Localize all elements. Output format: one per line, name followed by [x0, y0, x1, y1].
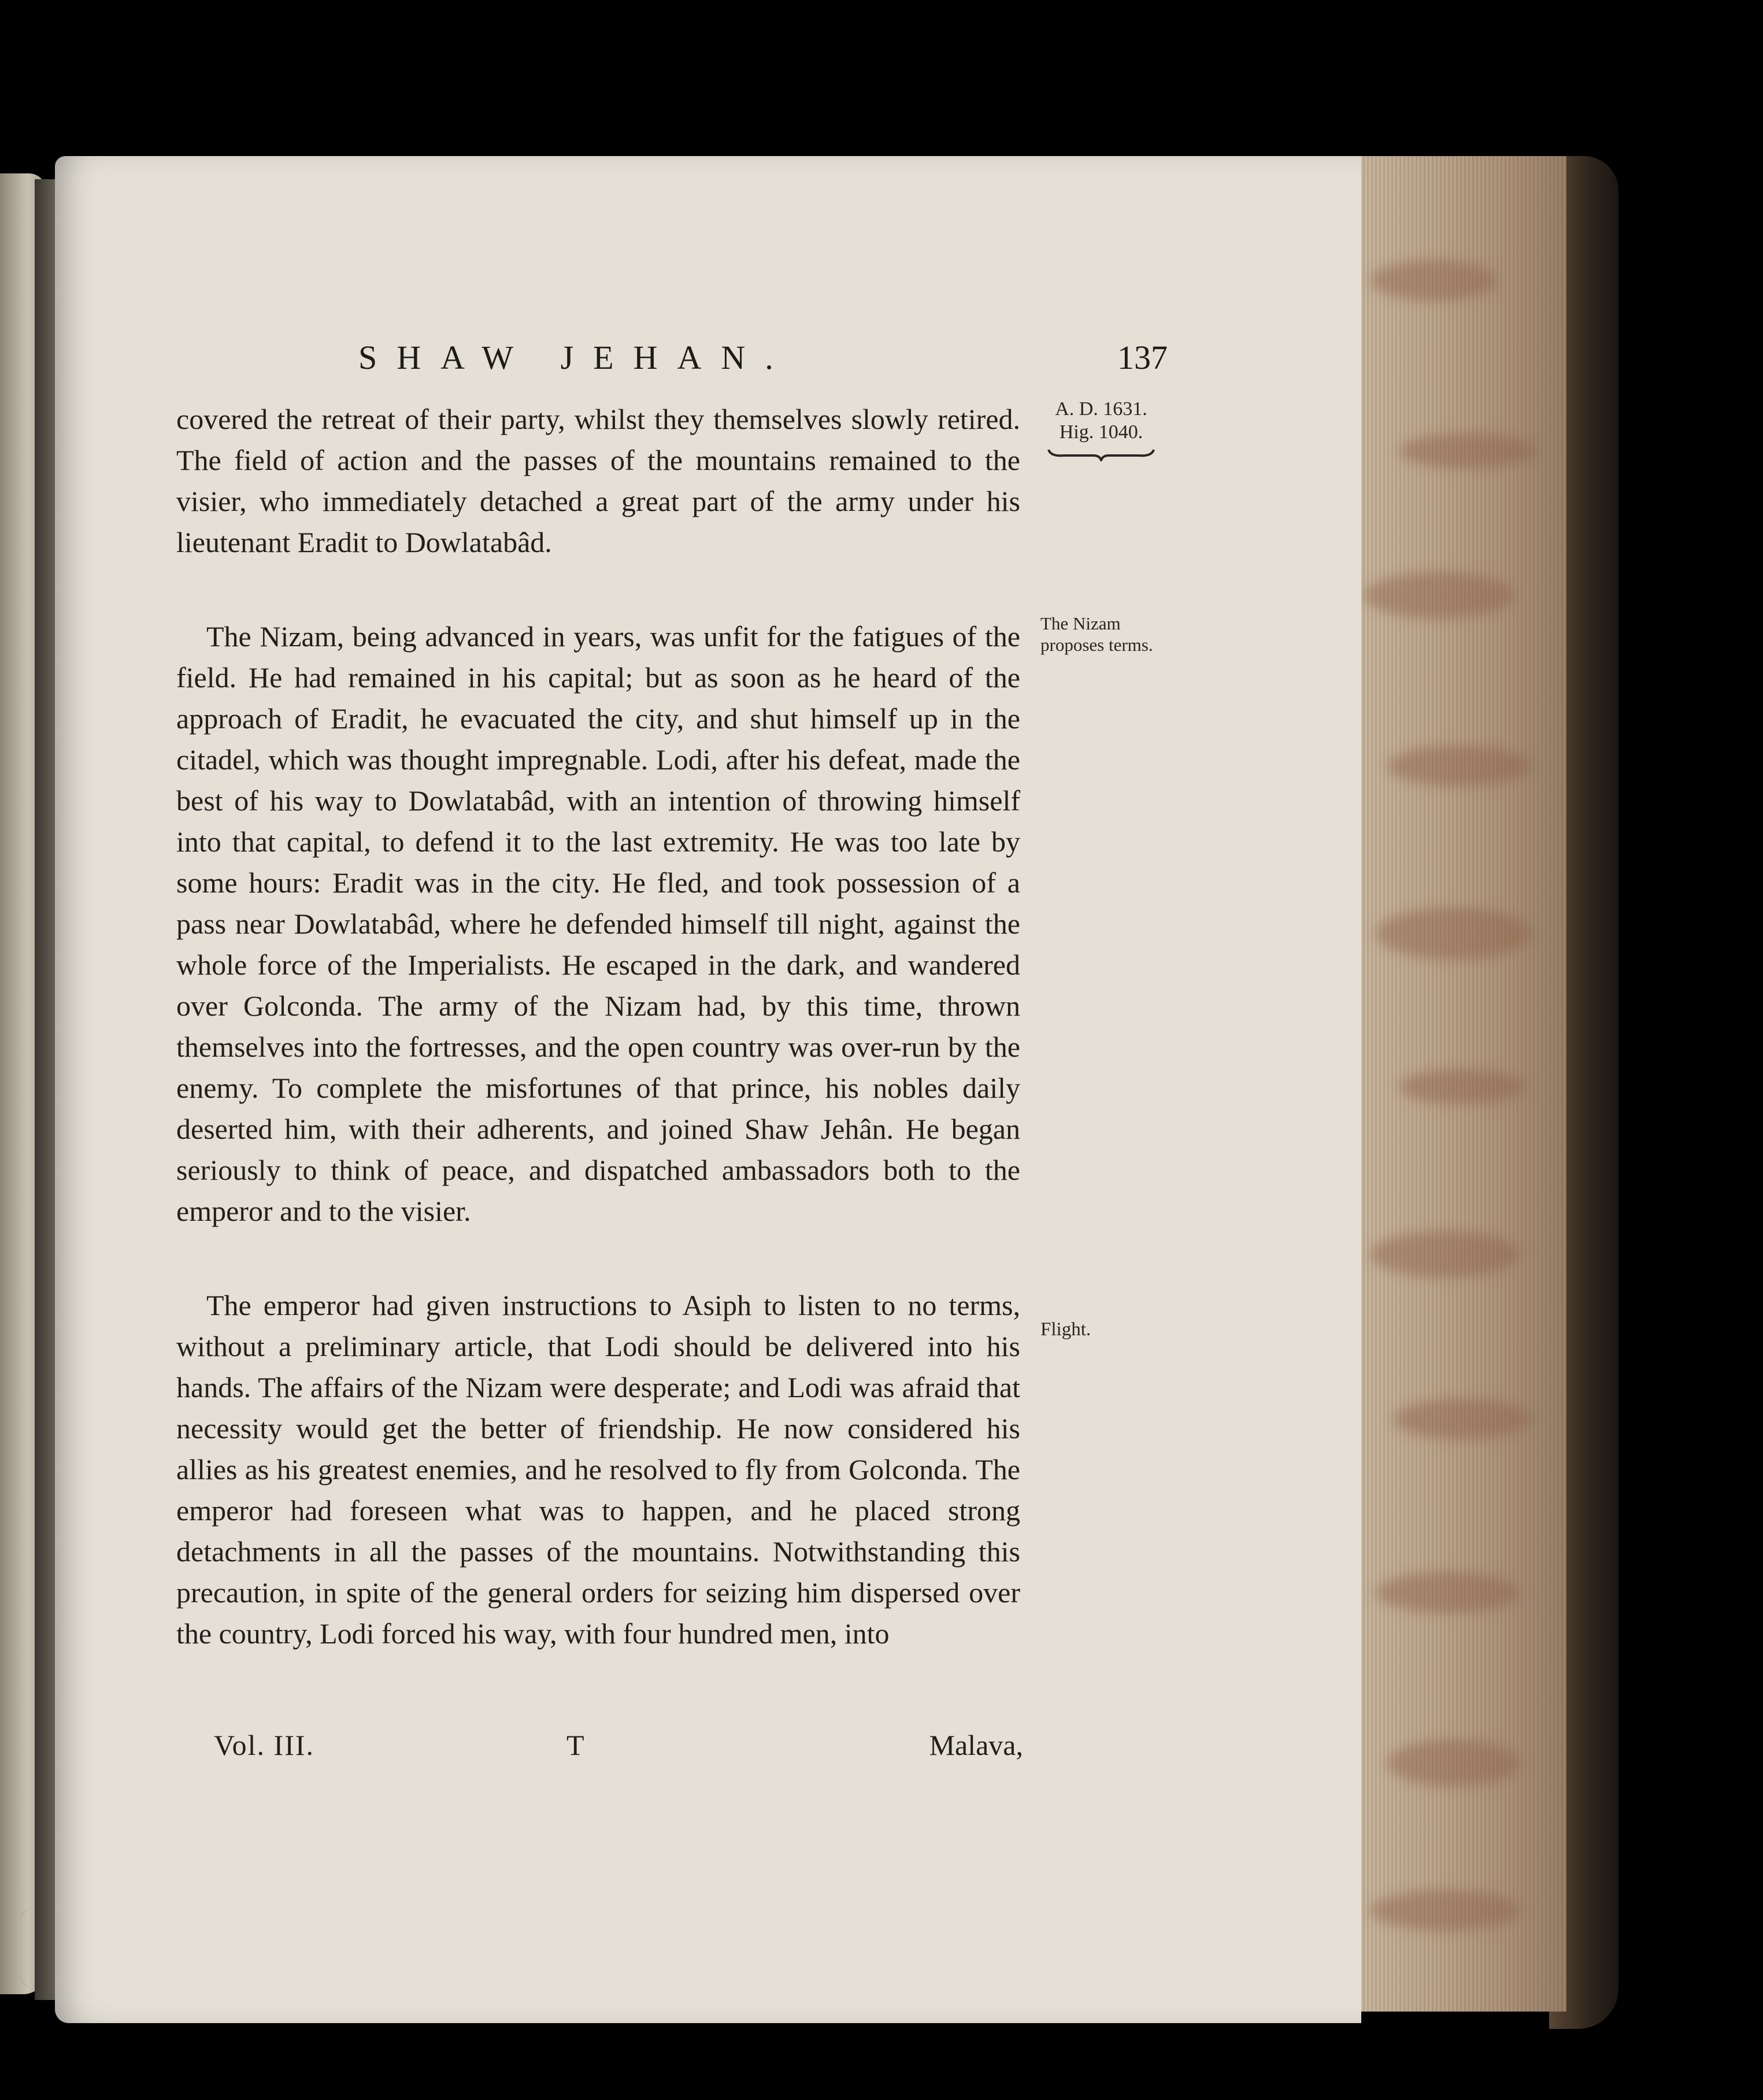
brace-icon: [1046, 446, 1156, 461]
bookmark-ribbon: [17, 1908, 44, 1988]
signature-mark: T: [566, 1729, 584, 1761]
margin-note-nizam: The Nizam proposes terms.: [1040, 613, 1153, 655]
catchword: Malava,: [929, 1729, 1023, 1761]
page-footer: [214, 1728, 1023, 1769]
margin-date-note: [1038, 398, 1165, 461]
page-fore-edge: [1347, 156, 1566, 2012]
page-header: [173, 338, 1202, 379]
running-head: SHAW JEHAN.: [358, 339, 793, 376]
body-text: [176, 399, 1020, 1654]
date-hig: Hig. 1040.: [1059, 421, 1143, 443]
date-ad: A. D. 1631.: [1055, 398, 1147, 420]
volume-label: Vol. III.: [214, 1729, 315, 1761]
paragraph-3: The emperor had given instructions to Asiph to listen to no terms, without a preliminary article, that Lodi should be delivered into his hands. The affairs of the Nizam were desperate; and Lodi was afraid that necessity would get the better of friendship. He now considered his allies as his greatest enemies, and he resolved to fly from Golconda. The emperor had foreseen what was to happen, and he placed strong detachments in all the passes of the mountains. Notwithstanding this precaution, in spite of the general orders for seizing him dispersed over the country, Lodi forced his way, with four hundred men, into: [176, 1289, 1020, 1650]
margin-note-flight: Flight.: [1040, 1319, 1091, 1340]
paragraph-2: The Nizam, being advanced in years, was unfit for the fatigues of the field. He had remained in his capital; but as soon as he heard of the approach of Eradit, he evacuated the city, and shut himself up in the citadel, which was thought impregnable. Lodi, after his defeat, made the best of his way to Dowlatabâd, with an intention of throwing himself into that capital, to defend it to the last extremity. He was too late by some hours: Eradit was in the city. He fled, and took possession of a pass near Dowlatabâd, where he defended himself till night, against the whole force of the Imperialists. He escaped in the dark, and wandered over Golconda. The army of the Nizam had, by this time, thrown themselves into the fortresses, and the open country was over-run by the enemy. To complete the misfortunes of that prince, his nobles daily deserted him, with their adherents, and joined Shaw Jehân. He began seriously to think of peace, and dispatched ambassadors both to the emperor and to the visier.: [176, 620, 1020, 1227]
paragraph-1: covered the retreat of their party, whilst they themselves slowly retired. The field of action and the passes of the mountains remained to the visier, who immediately detached a great part of the army under his lieutenant Eradit to Dowlatabâd.: [176, 403, 1020, 558]
page-number: 137: [1117, 339, 1168, 376]
